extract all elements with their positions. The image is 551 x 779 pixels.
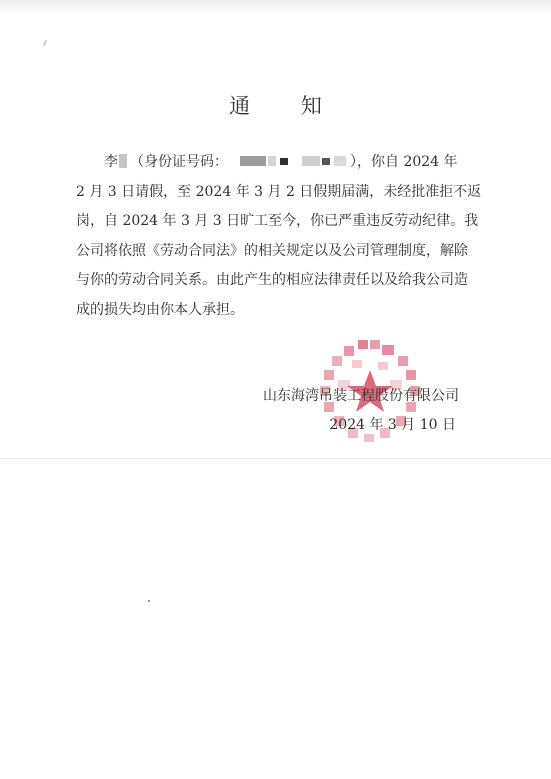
- body-line-1: [76, 148, 468, 178]
- body-line-2: 2 月 3 日请假，至 2024 年 3 月 2 日假期届满，未经批准拒不返: [76, 183, 482, 200]
- recipient-surname: 李: [104, 154, 118, 170]
- body-line-3: 岗，自 2024 年 3 月 3 日旷工至今，你已严重违反劳动纪律。我: [76, 213, 479, 229]
- scan-fold-line: [0, 458, 551, 459]
- document-title: 通 知: [229, 94, 344, 118]
- body-text: （身份证号码：: [130, 154, 228, 170]
- scan-speck: [148, 600, 150, 602]
- body-text: ），你自 2024 年: [350, 154, 458, 170]
- signature-block: [263, 382, 459, 440]
- company-name: 山东海湾吊装工程股份有限公司: [263, 388, 459, 404]
- body-line-4: 公司将依照《劳动合同法》的相关规定以及公司管理制度，解除: [76, 242, 468, 259]
- scan-speck: [43, 40, 47, 46]
- redacted-id-number: [230, 153, 348, 168]
- body-line-6: 成的损失均由你本人承担。: [76, 301, 244, 318]
- redacted-name: [119, 154, 127, 168]
- body-line-5: 与你的劳动合同关系。由此产生的相应法律责任以及给我公司造: [76, 272, 468, 288]
- notice-body: [76, 148, 482, 325]
- scan-edge: [0, 0, 551, 14]
- issue-date: 2024 年 3 月 10 日: [329, 417, 456, 433]
